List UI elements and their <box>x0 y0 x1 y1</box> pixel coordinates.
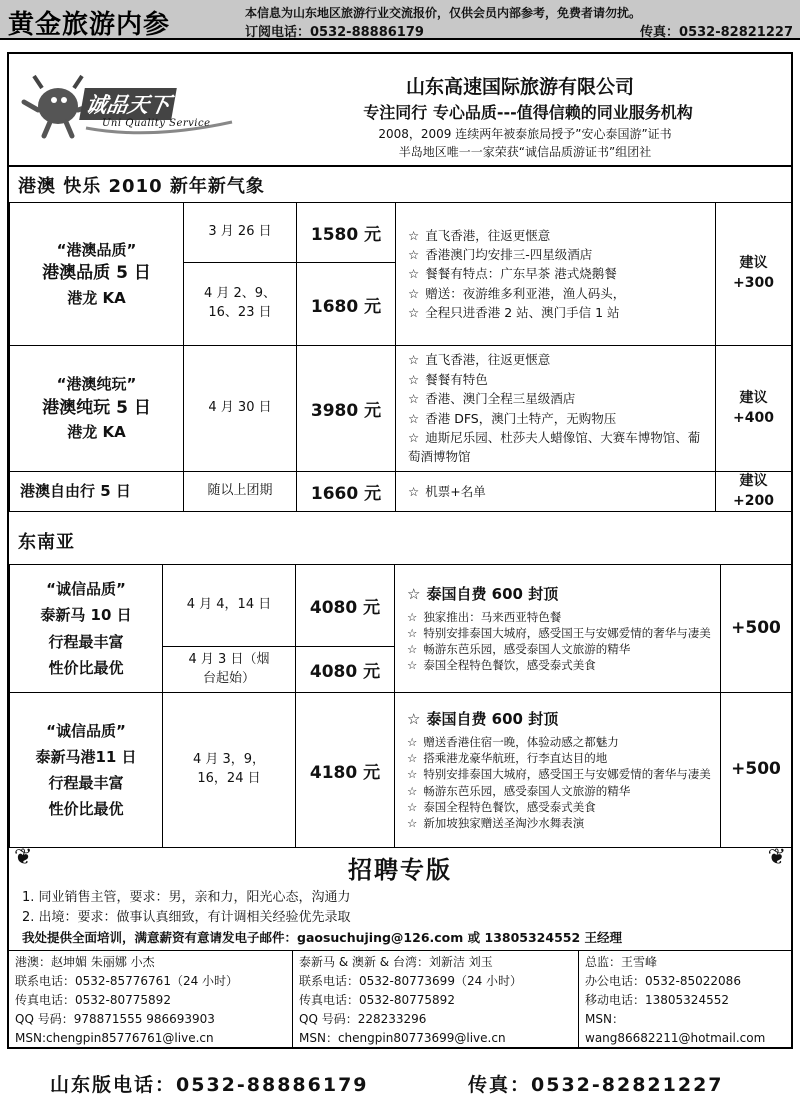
hk-section-heading: 港澳 快乐 2010 新年新气象 <box>18 176 265 197</box>
product-name: 港澳自由行 5 日 <box>10 472 184 512</box>
masthead-note: 本信息为山东地区旅游行业交流报价，仅供会员内部参考，免费者请勿扰。 <box>245 6 642 20</box>
footer-phone: 山东版电话：0532-88886179 <box>50 1074 369 1096</box>
company-name: 山东高速国际旅游有限公司 <box>405 76 634 98</box>
contact-column-director: 总监：王雪峰 办公电话：0532-85022086 移动电话：13805324552 MSN： wang86682211@hotmail.com <box>578 951 791 1048</box>
feature-list: ☆ 泰国自费 600 封顶 ☆ 赠送香港住宿一晚，体验动感之都魅力 ☆ 搭乘港龙豪华航班，行李直达目的地 ☆ 特别安排泰国大城府，感受国王与安娜爱情的奢华与凄美 ☆ 畅游东芭乐园，感受泰国人文旅游的精华 ☆ 泰国全程特色餐饮，感受泰式美食 ☆ 新加坡独家赠送圣淘沙水舞表演 <box>395 693 721 848</box>
product-name: “诚信品质” 泰新马 10 日 行程最丰富 性价比最优 <box>10 565 163 693</box>
feature-list: ☆ 泰国自费 600 封顶 ☆ 独家推出：马来西亚特色餐 ☆ 特别安排泰国大城府，感受国王与安娜爱情的奢华与凄美 ☆ 畅游东芭乐园，感受泰国人文旅游的精华 ☆ 泰国全程特色餐饮，感受泰式美食 <box>395 565 721 693</box>
recruit-line-2: 2. 出境：要求：做事认真细致，有计调相关经验优先录取 <box>22 910 351 925</box>
departure-date: 4 月 3 日（烟台起始） <box>163 647 296 693</box>
hk-price-table <box>9 202 792 512</box>
corner-ornament-icon: ❦ <box>767 845 786 870</box>
contact-column-sea: 泰新马 & 澳新 & 台湾：刘新洁 刘玉 联系电话：0532-80773699（24 小时） 传真电话：0532-80775892 QQ 号码：228233296 MSN：chengpin80773699@live.cn <box>292 951 578 1048</box>
feature-list: ☆ 直飞香港，往返更惬意 ☆ 餐餐有特色 ☆ 香港、澳门全程三星级酒店 ☆ 香港 DFS，澳门土特产，无购物压 ☆ 迪斯尼乐园、杜莎夫人蜡像馆、大赛车博物馆、葡萄酒博物馆 <box>396 346 716 472</box>
departure-date: 4 月 3，9，16，24 日 <box>163 693 296 848</box>
contact-column-hk: 港澳：赵坤媚 朱丽娜 小杰 联系电话：0532-85776761（24 小时） 传真电话：0532-80775892 QQ 号码：978871555 986693903 MSN:chengpin85776761@live.cn <box>15 955 239 1045</box>
table-row <box>10 693 792 848</box>
company-cert-1: 2008，2009 连续两年被泰旅局授予”安心泰国游”证书 <box>378 127 672 141</box>
sea-section-heading: 东南亚 <box>18 532 75 553</box>
suggested-markup: +500 <box>721 693 792 848</box>
price: 4080 元 <box>296 647 395 693</box>
logo-subtitle: Uni Quality Service <box>102 118 211 129</box>
table-row <box>10 472 792 512</box>
price: 3980 元 <box>297 346 396 472</box>
departure-date: 4 月 4，14 日 <box>163 565 296 647</box>
masthead-phone: 订阅电话：0532-88886179 <box>245 25 424 40</box>
logo-text: 诚品天下 <box>79 88 177 120</box>
suggested-markup: +500 <box>721 565 792 693</box>
departure-date: 4 月 2、9、16、23 日 <box>184 263 297 346</box>
table-row <box>10 565 792 647</box>
divider <box>9 165 791 167</box>
table-row <box>10 203 792 263</box>
footer-fax: 传真：0532-82821227 <box>468 1074 724 1096</box>
price: 1580 元 <box>297 203 396 263</box>
company-slogan: 专注同行 专心品质---值得信赖的同业服务机构 <box>363 103 693 122</box>
recruit-title: 招聘专版 <box>348 856 452 884</box>
recruit-line-1: 1. 同业销售主管，要求：男，亲和力，阳光心态，沟通力 <box>22 890 351 905</box>
suggested-markup: 建议 +400 <box>716 346 792 472</box>
product-name: “港澳纯玩” 港澳纯玩 5 日 港龙 KA <box>10 346 184 472</box>
price: 4080 元 <box>296 565 395 647</box>
corner-ornament-icon: ❦ <box>14 845 33 870</box>
recruit-line-3: 我处提供全面培训，满意薪资有意请发电子邮件：gaosuchujing@126.com 或 13805324552 王经理 <box>22 930 623 945</box>
contacts-grid <box>9 950 791 1047</box>
departure-date: 4 月 30 日 <box>184 346 297 472</box>
masthead-title: 黄金旅游内参 <box>8 10 171 40</box>
feature-list: ☆ 直飞香港，往返更惬意 ☆ 香港澳门均安排三-四星级酒店 ☆ 餐餐有特点：广东早茶 港式烧鹅餐 ☆ 赠送：夜游维多利亚港，渔人码头， ☆ 全程只进香港 2 站、澳门手信 1 站 <box>396 203 716 346</box>
price: 1660 元 <box>297 472 396 512</box>
footer <box>0 1060 800 1100</box>
company-cert-2: 半岛地区唯一一家荣获“诚信品质游证书”组团社 <box>398 145 652 159</box>
product-name: “诚信品质” 泰新马港11 日 行程最丰富 性价比最优 <box>10 693 163 848</box>
feature-list: ☆ 机票+名单 <box>396 472 716 512</box>
table-row <box>10 346 792 472</box>
sea-price-table <box>9 564 792 848</box>
price: 4180 元 <box>296 693 395 848</box>
departure-date: 3 月 26 日 <box>184 203 297 263</box>
suggested-markup: 建议 +200 <box>716 472 792 512</box>
masthead-fax: 传真：0532-82821227 <box>640 25 793 40</box>
product-name: “港澳品质” 港澳品质 5 日 港龙 KA <box>10 203 184 346</box>
departure-date: 随以上团期 <box>184 472 297 512</box>
suggested-markup: 建议 +300 <box>716 203 792 346</box>
masthead-contact <box>245 21 793 40</box>
masthead <box>0 0 800 40</box>
price: 1680 元 <box>297 263 396 346</box>
